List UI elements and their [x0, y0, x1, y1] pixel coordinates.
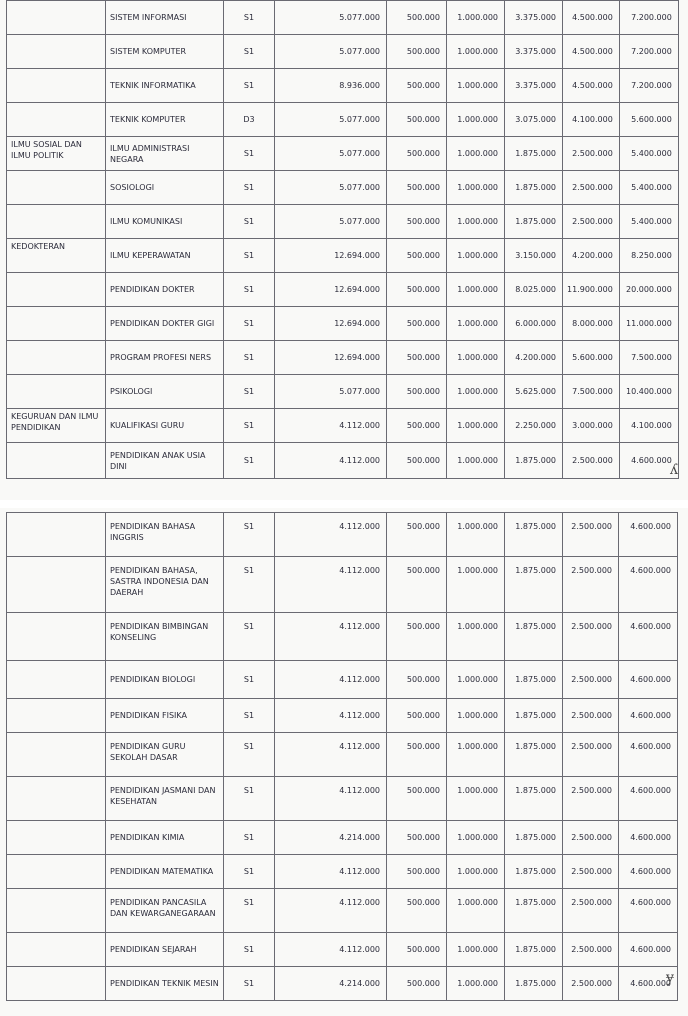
fee-cell-5: 4.100.000 [563, 103, 620, 137]
table-row [7, 613, 678, 661]
faculty-cell [7, 557, 106, 613]
fee-cell-5: 7.500.000 [563, 375, 620, 409]
fee-cell-5: 2.500.000 [563, 933, 619, 967]
level-cell: S1 [224, 777, 275, 821]
faculty-cell [7, 613, 106, 661]
level-cell: S1 [224, 341, 275, 375]
fee-cell-2: 500.000 [387, 205, 447, 239]
fee-cell-2: 500.000 [387, 443, 447, 479]
document-page-2 [0, 508, 688, 1016]
fee-cell-4: 1.875.000 [505, 171, 563, 205]
fee-cell-1: 5.077.000 [275, 375, 387, 409]
fee-cell-4: 1.875.000 [505, 699, 563, 733]
fee-cell-2: 500.000 [387, 409, 447, 443]
fee-cell-1: 4.112.000 [275, 889, 387, 933]
faculty-cell [7, 103, 106, 137]
fee-cell-6: 8.250.000 [619, 239, 678, 273]
faculty-cell [7, 777, 106, 821]
program-cell: PENDIDIKAN DOKTER GIGI [106, 307, 224, 341]
program-cell: PROGRAM PROFESI NERS [106, 341, 224, 375]
level-cell: S1 [224, 443, 275, 479]
fee-cell-6: 4.600.000 [619, 777, 678, 821]
program-cell: PENDIDIKAN PANCASILA DAN KEWARGANEGARAAN [106, 889, 224, 933]
document-page-1 [0, 0, 688, 500]
fee-cell-6: 4.600.000 [619, 613, 678, 661]
level-cell: S1 [224, 239, 275, 273]
level-cell: S1 [224, 375, 275, 409]
fee-cell-5: 2.500.000 [563, 613, 619, 661]
fee-cell-6: 4.600.000 [619, 967, 678, 1001]
table-row [7, 103, 679, 137]
fee-cell-1: 4.112.000 [275, 613, 387, 661]
table-row [7, 557, 678, 613]
table-row [7, 889, 678, 933]
fee-cell-4: 4.200.000 [505, 341, 563, 375]
fee-cell-5: 8.000.000 [563, 307, 620, 341]
fee-cell-1: 4.112.000 [275, 661, 387, 699]
fee-cell-5: 2.500.000 [563, 699, 619, 733]
level-cell: S1 [224, 613, 275, 661]
table-row [7, 1, 679, 35]
fee-cell-4: 1.875.000 [505, 733, 563, 777]
fee-cell-2: 500.000 [387, 557, 447, 613]
faculty-cell [7, 35, 106, 69]
fee-cell-2: 500.000 [387, 171, 447, 205]
table-row [7, 513, 678, 557]
fee-cell-2: 500.000 [387, 273, 447, 307]
fee-cell-4: 5.625.000 [505, 375, 563, 409]
program-cell: PENDIDIKAN BIMBINGAN KONSELING [106, 613, 224, 661]
fee-cell-6: 4.600.000 [619, 821, 678, 855]
fee-cell-3: 1.000.000 [447, 35, 505, 69]
table-row [7, 35, 679, 69]
fee-cell-3: 1.000.000 [447, 307, 505, 341]
fee-cell-3: 1.000.000 [447, 557, 505, 613]
fee-cell-4: 1.875.000 [505, 933, 563, 967]
fee-cell-1: 4.112.000 [275, 777, 387, 821]
fee-cell-5: 2.500.000 [563, 205, 620, 239]
level-cell: D3 [224, 103, 275, 137]
fee-cell-2: 500.000 [387, 777, 447, 821]
fee-cell-2: 500.000 [387, 35, 447, 69]
program-cell: TEKNIK KOMPUTER [106, 103, 224, 137]
program-cell: PENDIDIKAN FISIKA [106, 699, 224, 733]
fee-cell-1: 5.077.000 [275, 205, 387, 239]
fee-cell-2: 500.000 [387, 137, 447, 171]
level-cell: S1 [224, 889, 275, 933]
faculty-cell [7, 699, 106, 733]
fee-cell-2: 500.000 [387, 307, 447, 341]
fee-cell-6: 4.600.000 [619, 443, 678, 479]
faculty-cell [7, 661, 106, 699]
fee-cell-6: 4.100.000 [619, 409, 678, 443]
fee-cell-1: 12.694.000 [275, 341, 387, 375]
program-cell: PENDIDIKAN BIOLOGI [106, 661, 224, 699]
fee-cell-3: 1.000.000 [447, 855, 505, 889]
table-row [7, 137, 679, 171]
fee-cell-6: 4.600.000 [619, 699, 678, 733]
fee-cell-5: 4.500.000 [563, 35, 620, 69]
table-row [7, 699, 678, 733]
fee-cell-4: 3.075.000 [505, 103, 563, 137]
fee-cell-1: 4.112.000 [275, 733, 387, 777]
faculty-cell [7, 513, 106, 557]
tuition-fee-table-page-1 [6, 0, 679, 479]
program-cell: PSIKOLOGI [106, 375, 224, 409]
program-cell: PENDIDIKAN SEJARAH [106, 933, 224, 967]
fee-cell-1: 4.214.000 [275, 967, 387, 1001]
fee-cell-1: 4.112.000 [275, 855, 387, 889]
fee-cell-3: 1.000.000 [447, 613, 505, 661]
fee-cell-5: 3.000.000 [563, 409, 620, 443]
fee-cell-1: 4.112.000 [275, 513, 387, 557]
faculty-cell [7, 375, 106, 409]
faculty-cell [7, 171, 106, 205]
faculty-cell [7, 733, 106, 777]
level-cell: S1 [224, 699, 275, 733]
level-cell: S1 [224, 205, 275, 239]
program-cell: ILMU KEPERAWATAN [106, 239, 224, 273]
program-cell: PENDIDIKAN KIMIA [106, 821, 224, 855]
fee-cell-1: 8.936.000 [275, 69, 387, 103]
fee-cell-4: 1.875.000 [505, 777, 563, 821]
fee-cell-4: 1.875.000 [505, 855, 563, 889]
faculty-cell [7, 69, 106, 103]
program-cell: PENDIDIKAN MATEMATIKA [106, 855, 224, 889]
table-row [7, 821, 678, 855]
fee-cell-4: 1.875.000 [505, 821, 563, 855]
fee-cell-5: 5.600.000 [563, 341, 620, 375]
fee-cell-5: 2.500.000 [563, 171, 620, 205]
faculty-cell: KEDOKTERAN [7, 239, 106, 273]
fee-cell-4: 1.875.000 [505, 205, 563, 239]
fee-cell-2: 500.000 [387, 375, 447, 409]
faculty-cell [7, 933, 106, 967]
fee-cell-4: 1.875.000 [505, 967, 563, 1001]
fee-cell-3: 1.000.000 [447, 69, 505, 103]
fee-cell-5: 2.500.000 [563, 889, 619, 933]
program-cell: ILMU ADMINISTRASI NEGARA [106, 137, 224, 171]
fee-cell-4: 1.875.000 [505, 889, 563, 933]
fee-cell-4: 3.375.000 [505, 1, 563, 35]
fee-cell-6: 5.400.000 [619, 137, 678, 171]
fee-cell-4: 2.250.000 [505, 409, 563, 443]
fee-cell-1: 5.077.000 [275, 35, 387, 69]
fee-cell-3: 1.000.000 [447, 443, 505, 479]
fee-cell-3: 1.000.000 [447, 699, 505, 733]
fee-cell-1: 5.077.000 [275, 1, 387, 35]
fee-cell-2: 500.000 [387, 69, 447, 103]
fee-cell-5: 2.500.000 [563, 821, 619, 855]
faculty-cell [7, 205, 106, 239]
fee-cell-3: 1.000.000 [447, 239, 505, 273]
fee-cell-3: 1.000.000 [447, 273, 505, 307]
faculty-cell [7, 889, 106, 933]
level-cell: S1 [224, 933, 275, 967]
fee-cell-5: 2.500.000 [563, 137, 620, 171]
fee-cell-2: 500.000 [387, 661, 447, 699]
level-cell: S1 [224, 661, 275, 699]
fee-cell-4: 6.000.000 [505, 307, 563, 341]
faculty-cell [7, 1, 106, 35]
level-cell: S1 [224, 1, 275, 35]
table-row [7, 733, 678, 777]
fee-cell-3: 1.000.000 [447, 205, 505, 239]
faculty-cell [7, 821, 106, 855]
fee-cell-3: 1.000.000 [447, 733, 505, 777]
fee-cell-5: 4.500.000 [563, 1, 620, 35]
fee-cell-5: 2.500.000 [563, 443, 620, 479]
fee-cell-6: 7.500.000 [619, 341, 678, 375]
fee-cell-5: 2.500.000 [563, 777, 619, 821]
fee-cell-2: 500.000 [387, 1, 447, 35]
fee-cell-6: 7.200.000 [619, 35, 678, 69]
faculty-cell [7, 307, 106, 341]
table-row [7, 375, 679, 409]
fee-cell-3: 1.000.000 [447, 933, 505, 967]
program-cell: PENDIDIKAN DOKTER [106, 273, 224, 307]
fee-cell-5: 4.500.000 [563, 69, 620, 103]
program-cell: PENDIDIKAN JASMANI DAN KESEHATAN [106, 777, 224, 821]
program-cell: KUALIFIKASI GURU [106, 409, 224, 443]
level-cell: S1 [224, 557, 275, 613]
fee-cell-4: 1.875.000 [505, 613, 563, 661]
fee-cell-6: 4.600.000 [619, 513, 678, 557]
handwritten-paraf-mark: ʎ [670, 462, 678, 478]
fee-cell-3: 1.000.000 [447, 1, 505, 35]
fee-cell-1: 5.077.000 [275, 103, 387, 137]
fee-cell-1: 5.077.000 [275, 137, 387, 171]
fee-cell-1: 12.694.000 [275, 307, 387, 341]
level-cell: S1 [224, 35, 275, 69]
fee-cell-1: 4.214.000 [275, 821, 387, 855]
faculty-cell [7, 273, 106, 307]
fee-cell-1: 12.694.000 [275, 273, 387, 307]
fee-cell-2: 500.000 [387, 967, 447, 1001]
level-cell: S1 [224, 409, 275, 443]
fee-cell-6: 4.600.000 [619, 855, 678, 889]
level-cell: S1 [224, 69, 275, 103]
level-cell: S1 [224, 733, 275, 777]
fee-cell-6: 5.600.000 [619, 103, 678, 137]
fee-cell-3: 1.000.000 [447, 409, 505, 443]
level-cell: S1 [224, 967, 275, 1001]
level-cell: S1 [224, 855, 275, 889]
fee-cell-4: 3.375.000 [505, 69, 563, 103]
fee-cell-2: 500.000 [387, 733, 447, 777]
fee-cell-4: 1.875.000 [505, 557, 563, 613]
table-row [7, 239, 679, 273]
level-cell: S1 [224, 307, 275, 341]
fee-cell-3: 1.000.000 [447, 375, 505, 409]
program-cell: TEKNIK INFORMATIKA [106, 69, 224, 103]
fee-cell-5: 11.900.000 [563, 273, 620, 307]
level-cell: S1 [224, 137, 275, 171]
program-cell: SISTEM INFORMASI [106, 1, 224, 35]
fee-cell-3: 1.000.000 [447, 967, 505, 1001]
fee-cell-6: 4.600.000 [619, 889, 678, 933]
fee-cell-6: 4.600.000 [619, 661, 678, 699]
fee-cell-4: 1.875.000 [505, 443, 563, 479]
fee-cell-1: 4.112.000 [275, 409, 387, 443]
table-row [7, 777, 678, 821]
table-row [7, 409, 679, 443]
fee-cell-2: 500.000 [387, 889, 447, 933]
table-row [7, 69, 679, 103]
level-cell: S1 [224, 171, 275, 205]
fee-cell-3: 1.000.000 [447, 821, 505, 855]
fee-cell-4: 3.150.000 [505, 239, 563, 273]
fee-cell-1: 4.112.000 [275, 443, 387, 479]
fee-cell-1: 4.112.000 [275, 699, 387, 733]
table-row [7, 967, 678, 1001]
fee-cell-4: 1.875.000 [505, 661, 563, 699]
fee-cell-2: 500.000 [387, 699, 447, 733]
fee-cell-2: 500.000 [387, 821, 447, 855]
fee-cell-2: 500.000 [387, 239, 447, 273]
faculty-cell [7, 341, 106, 375]
fee-cell-5: 2.500.000 [563, 513, 619, 557]
fee-cell-2: 500.000 [387, 103, 447, 137]
fee-cell-6: 5.400.000 [619, 171, 678, 205]
program-cell: SISTEM KOMPUTER [106, 35, 224, 69]
table-row [7, 661, 678, 699]
fee-cell-4: 3.375.000 [505, 35, 563, 69]
program-cell: PENDIDIKAN TEKNIK MESIN [106, 967, 224, 1001]
fee-cell-5: 2.500.000 [563, 967, 619, 1001]
fee-cell-5: 2.500.000 [563, 733, 619, 777]
fee-cell-6: 20.000.000 [619, 273, 678, 307]
faculty-cell [7, 855, 106, 889]
fee-cell-6: 5.400.000 [619, 205, 678, 239]
fee-cell-6: 11.000.000 [619, 307, 678, 341]
fee-cell-3: 1.000.000 [447, 513, 505, 557]
faculty-cell: KEGURUAN DAN ILMU PENDIDIKAN [7, 409, 106, 443]
fee-cell-3: 1.000.000 [447, 889, 505, 933]
fee-cell-6: 4.600.000 [619, 733, 678, 777]
program-cell: ILMU KOMUNIKASI [106, 205, 224, 239]
program-cell: PENDIDIKAN BAHASA, SASTRA INDONESIA DAN DAERAH [106, 557, 224, 613]
fee-cell-5: 2.500.000 [563, 661, 619, 699]
fee-cell-3: 1.000.000 [447, 341, 505, 375]
fee-cell-3: 1.000.000 [447, 137, 505, 171]
level-cell: S1 [224, 821, 275, 855]
fee-cell-2: 500.000 [387, 341, 447, 375]
fee-cell-6: 10.400.000 [619, 375, 678, 409]
table-row [7, 307, 679, 341]
table-row [7, 933, 678, 967]
table-row [7, 855, 678, 889]
fee-cell-6: 4.600.000 [619, 933, 678, 967]
table-row [7, 341, 679, 375]
level-cell: S1 [224, 273, 275, 307]
program-cell: PENDIDIKAN GURU SEKOLAH DASAR [106, 733, 224, 777]
fee-cell-1: 4.112.000 [275, 557, 387, 613]
fee-cell-3: 1.000.000 [447, 103, 505, 137]
fee-cell-3: 1.000.000 [447, 777, 505, 821]
fee-cell-1: 12.694.000 [275, 239, 387, 273]
faculty-cell [7, 443, 106, 479]
fee-cell-6: 4.600.000 [619, 557, 678, 613]
fee-cell-5: 4.200.000 [563, 239, 620, 273]
program-cell: PENDIDIKAN BAHASA INGGRIS [106, 513, 224, 557]
faculty-cell [7, 967, 106, 1001]
fee-cell-3: 1.000.000 [447, 171, 505, 205]
table-row [7, 205, 679, 239]
fee-cell-1: 5.077.000 [275, 171, 387, 205]
program-cell: SOSIOLOGI [106, 171, 224, 205]
tuition-fee-table-page-2 [6, 512, 678, 1001]
fee-cell-1: 4.112.000 [275, 933, 387, 967]
table-row [7, 443, 679, 479]
fee-cell-4: 1.875.000 [505, 137, 563, 171]
fee-cell-3: 1.000.000 [447, 661, 505, 699]
fee-cell-2: 500.000 [387, 855, 447, 889]
fee-cell-2: 500.000 [387, 513, 447, 557]
program-cell: PENDIDIKAN ANAK USIA DINI [106, 443, 224, 479]
fee-cell-5: 2.500.000 [563, 855, 619, 889]
level-cell: S1 [224, 513, 275, 557]
faculty-cell: ILMU SOSIAL DAN ILMU POLITIK [7, 137, 106, 171]
handwritten-paraf-mark: ɏ [666, 970, 674, 986]
fee-cell-2: 500.000 [387, 613, 447, 661]
table-row [7, 171, 679, 205]
fee-cell-6: 7.200.000 [619, 1, 678, 35]
fee-cell-2: 500.000 [387, 933, 447, 967]
fee-cell-6: 7.200.000 [619, 69, 678, 103]
fee-cell-4: 8.025.000 [505, 273, 563, 307]
table-row [7, 273, 679, 307]
fee-cell-4: 1.875.000 [505, 513, 563, 557]
fee-cell-5: 2.500.000 [563, 557, 619, 613]
